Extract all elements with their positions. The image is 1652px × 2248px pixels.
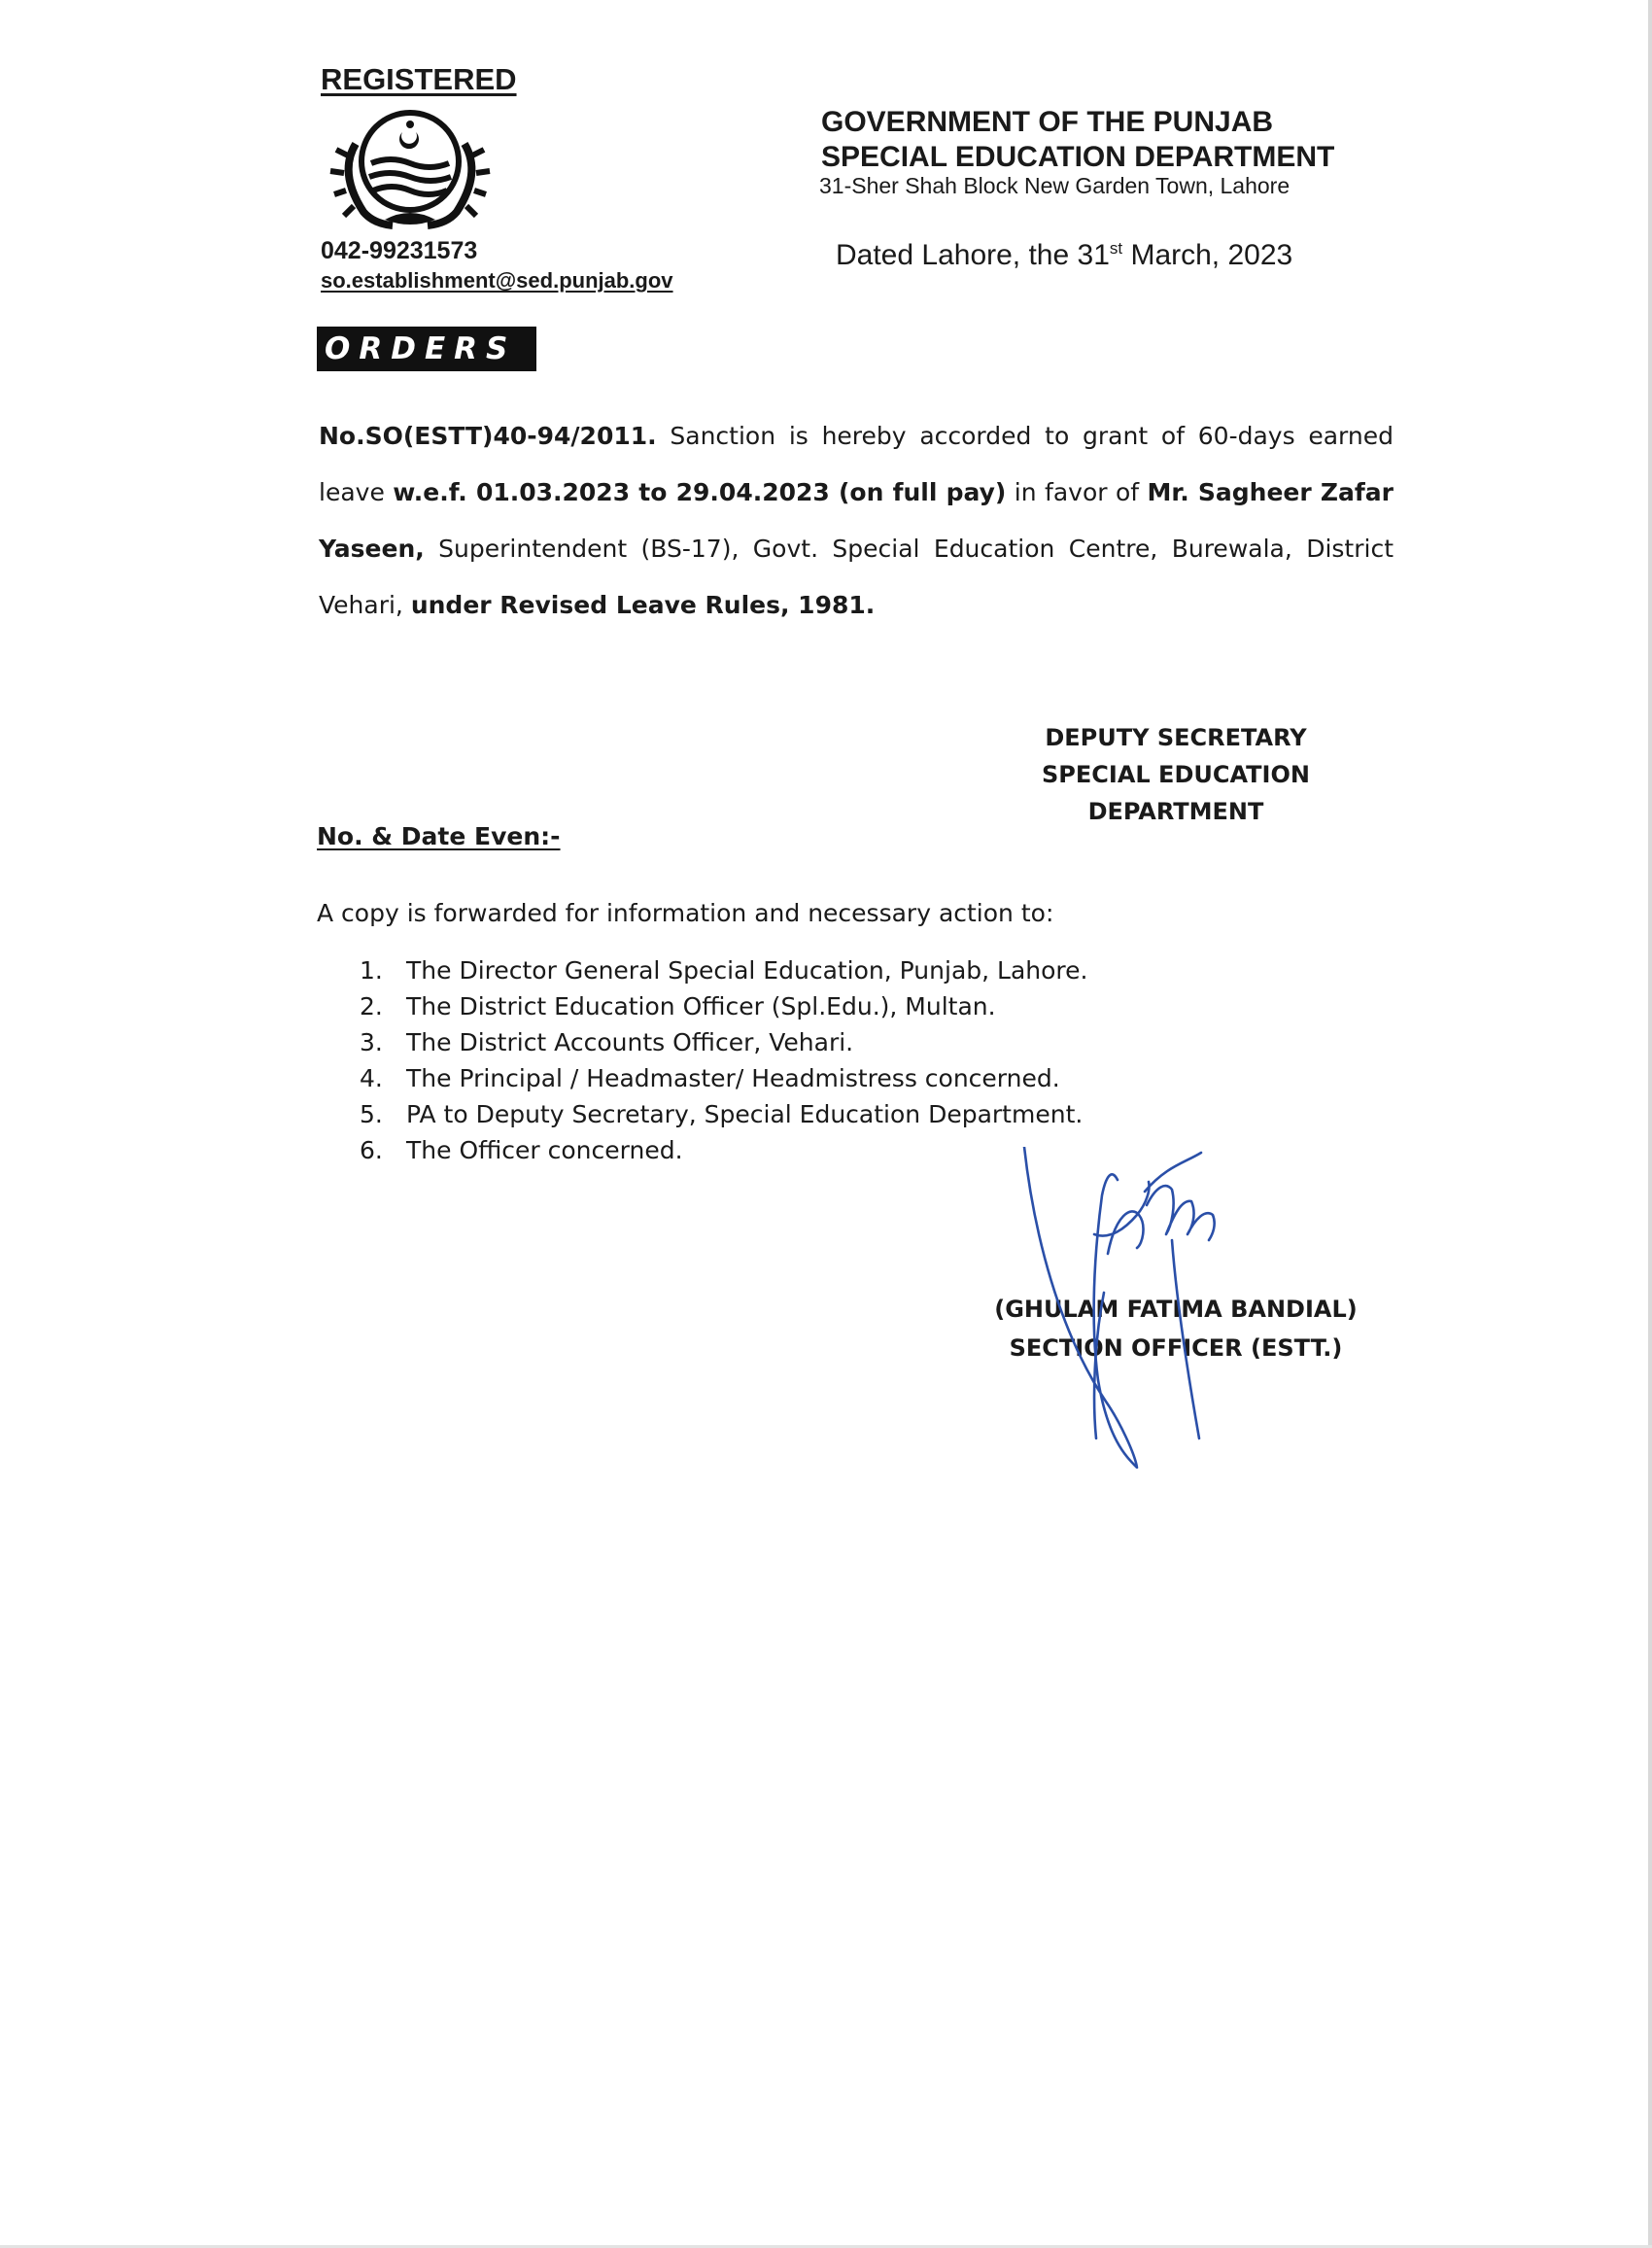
- distribution-list: [360, 952, 1087, 1168]
- order-rules: under Revised Leave Rules, 1981.: [410, 591, 876, 619]
- order-paragraph: [319, 408, 1394, 634]
- dated-prefix: Dated Lahore, the 31: [836, 239, 1110, 271]
- dated-suffix: March, 2023: [1122, 239, 1293, 271]
- department-title: SPECIAL EDUCATION DEPARTMENT: [821, 141, 1335, 173]
- order-text-2: in favor of: [1006, 478, 1148, 506]
- list-item-text: The District Education Officer (Spl.Edu.), Multan.: [406, 992, 996, 1020]
- signatory-designation: SECTION OFFICER (ESTT.): [1009, 1334, 1343, 1362]
- list-item-text: The District Accounts Officer, Vehari.: [406, 1028, 854, 1056]
- signatory-name: (GHULAM FATIMA BANDIAL): [994, 1296, 1358, 1323]
- government-title: GOVERNMENT OF THE PUNJAB: [821, 106, 1274, 138]
- list-item: [360, 1096, 1087, 1132]
- list-item-text: The Officer concerned.: [406, 1136, 683, 1164]
- department-address: 31-Sher Shah Block New Garden Town, Lahore: [819, 173, 1291, 198]
- email-address: so.establishment@sed.punjab.gov: [321, 268, 673, 293]
- list-item-number: 6.: [360, 1136, 383, 1164]
- list-item-number: 3.: [360, 1028, 383, 1056]
- list-item-number: 4.: [360, 1064, 383, 1092]
- no-date-even: No. & Date Even:-: [317, 822, 561, 850]
- registered-label: REGISTERED: [321, 62, 517, 96]
- order-reference-number: No.SO(ESTT)40-94/2011.: [319, 422, 657, 450]
- order-text-3: Superintendent (BS-17), Govt. Special Education Centre, Burewala, District Vehari,: [319, 535, 1394, 619]
- list-item-text: The Principal / Headmaster/ Headmistress concerned.: [406, 1064, 1060, 1092]
- list-item-number: 2.: [360, 992, 383, 1020]
- order-text-1: Sanction is hereby accorded to grant of 60-days earned leave: [319, 422, 1394, 506]
- list-item-text: PA to Deputy Secretary, Special Education Department.: [406, 1100, 1084, 1128]
- punjab-emblem-icon: [327, 105, 494, 236]
- deputy-line-3: DEPARTMENT: [1087, 798, 1264, 825]
- page-edge-right: [1648, 0, 1652, 2248]
- list-item-number: 1.: [360, 956, 383, 985]
- phone-number: 042-99231573: [321, 237, 478, 264]
- list-item: [360, 1132, 1087, 1168]
- list-item-text: The Director General Special Education, Punjab, Lahore.: [406, 956, 1088, 985]
- list-item: [360, 952, 1087, 988]
- list-item: [360, 1024, 1087, 1060]
- dated-ordinal: st: [1109, 239, 1123, 258]
- copy-forward-intro: A copy is forwarded for information and necessary action to:: [317, 899, 1054, 927]
- orders-banner: [317, 327, 536, 371]
- deputy-line-1: DEPUTY SECRETARY: [1045, 724, 1307, 751]
- orders-label: ORDERS: [325, 331, 517, 366]
- list-item: [360, 988, 1087, 1024]
- order-leave-period: w.e.f. 01.03.2023 to 29.04.2023 (on full pay): [393, 478, 1007, 506]
- order-employee-name: Mr. Sagheer Zafar Yaseen,: [319, 478, 1394, 563]
- deputy-line-2: SPECIAL EDUCATION: [1042, 761, 1310, 788]
- dated-line: [836, 239, 1292, 272]
- department-heading: [821, 105, 1501, 175]
- list-item: [360, 1060, 1087, 1096]
- signature-icon: [1001, 1147, 1234, 1472]
- deputy-secretary-block: [1030, 719, 1322, 830]
- list-item-number: 5.: [360, 1100, 383, 1128]
